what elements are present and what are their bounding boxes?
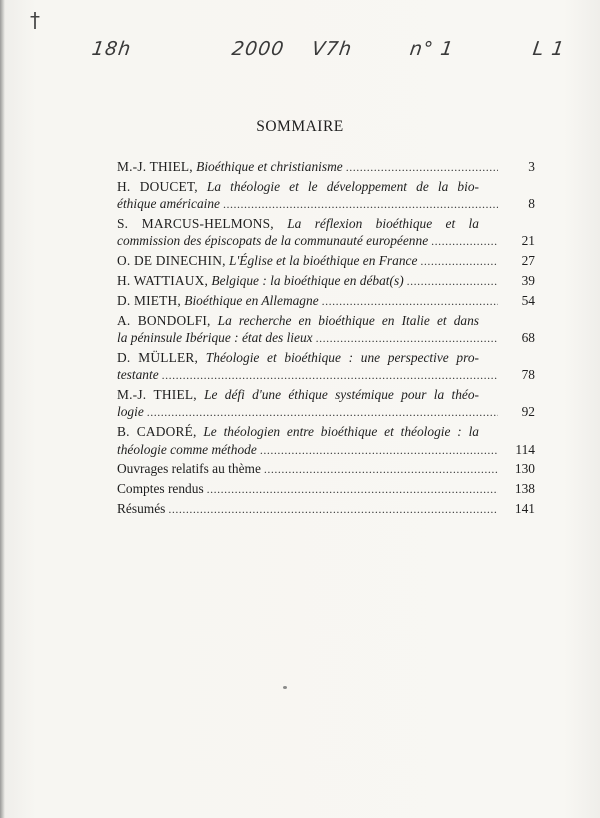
toc-extra-entry bbox=[117, 500, 535, 518]
toc-title: Bioéthique et christianisme bbox=[196, 159, 343, 174]
toc-extra-label: Comptes rendus bbox=[117, 481, 204, 497]
leader-dots bbox=[162, 367, 498, 384]
toc-title: La théologie et le développement de la bio- bbox=[206, 178, 479, 194]
toc-entry bbox=[117, 272, 535, 290]
leader-dots bbox=[407, 273, 498, 290]
leader-dots bbox=[346, 159, 498, 176]
handwritten-note: 2000 bbox=[230, 38, 286, 60]
toc-title: Belgique : la bioéthique en débat(s) bbox=[211, 273, 404, 288]
toc-author: D. MÜLLER, bbox=[117, 349, 199, 365]
toc-extra-entry bbox=[117, 480, 535, 498]
handwritten-note: n° 1 bbox=[408, 38, 456, 60]
toc-title-continued: éthique américaine bbox=[117, 196, 220, 212]
toc-page-number: 141 bbox=[514, 501, 535, 516]
toc-entry bbox=[117, 252, 535, 270]
leader-dots bbox=[168, 501, 498, 518]
toc-page-number: 27 bbox=[521, 253, 535, 269]
toc-page-number: 68 bbox=[521, 330, 535, 345]
handwritten-note: L 1 bbox=[531, 38, 567, 60]
toc-title: La recherche en bioéthique en Italie et dans bbox=[217, 312, 479, 328]
toc-title-continued: commission des épiscopats de la communauté européenne bbox=[117, 233, 429, 249]
toc-page-number: 78 bbox=[521, 367, 535, 383]
toc-page-number: 21 bbox=[521, 233, 535, 249]
scan-speck bbox=[283, 686, 287, 689]
toc-extra-entry bbox=[117, 460, 535, 478]
toc-entry bbox=[117, 215, 535, 251]
toc-entry bbox=[117, 292, 535, 310]
table-of-contents bbox=[117, 158, 535, 520]
leader-dots bbox=[322, 293, 498, 310]
toc-author: M.-J. THIEL, bbox=[117, 387, 197, 402]
toc-page-number: 92 bbox=[521, 404, 535, 420]
toc-page-number: 138 bbox=[514, 481, 535, 497]
leader-dots bbox=[260, 442, 498, 459]
toc-title-continued: logie bbox=[117, 404, 144, 420]
handwritten-note: V7h bbox=[310, 38, 354, 60]
page-title: SOMMAIRE bbox=[256, 118, 344, 135]
toc-entry bbox=[117, 423, 535, 459]
toc-entry bbox=[117, 178, 535, 214]
toc-page-number: 8 bbox=[528, 196, 535, 212]
toc-author: H. DOUCET, bbox=[117, 178, 198, 194]
toc-author: O. DE DINECHIN, bbox=[117, 253, 226, 269]
toc-entry bbox=[117, 349, 535, 385]
toc-title-continued: la péninsule Ibérique : état des lieux bbox=[117, 330, 313, 345]
leader-dots bbox=[264, 461, 498, 478]
toc-entry bbox=[117, 158, 535, 176]
toc-page-number: 54 bbox=[521, 292, 535, 308]
leader-dots bbox=[420, 253, 498, 270]
toc-title: La réflexion bioéthique et la bbox=[287, 216, 479, 231]
leader-dots bbox=[223, 196, 498, 213]
toc-page-number: 39 bbox=[521, 273, 535, 288]
toc-title-continued: théologie comme méthode bbox=[117, 441, 257, 457]
leader-dots bbox=[207, 481, 498, 498]
leader-dots bbox=[147, 404, 498, 421]
toc-author: A. BONDOLFI, bbox=[117, 312, 211, 328]
leader-dots bbox=[316, 330, 498, 347]
toc-title: Le défi d'une éthique systémique pour la théo- bbox=[204, 387, 479, 402]
toc-author: B. CADORÉ, bbox=[117, 424, 197, 440]
toc-author: D. MIETH, bbox=[117, 292, 181, 308]
toc-page-number: 3 bbox=[528, 159, 535, 174]
toc-author: M.-J. THIEL, bbox=[117, 159, 193, 174]
toc-page-number: 114 bbox=[515, 441, 535, 457]
leader-dots bbox=[431, 233, 498, 250]
toc-page-number: 130 bbox=[514, 461, 535, 477]
toc-author: S. MARCUS-HELMONS, bbox=[117, 216, 274, 231]
toc-title: Bioéthique en Allemagne bbox=[184, 292, 319, 308]
staple-mark: † bbox=[30, 8, 40, 32]
toc-extra-label: Ouvrages relatifs au thème bbox=[117, 461, 261, 477]
handwritten-note: 18h bbox=[90, 38, 133, 60]
toc-title: Le théologien entre bioéthique et théologie : la bbox=[203, 424, 479, 440]
toc-title-continued: testante bbox=[117, 367, 159, 383]
toc-extra-label: Résumés bbox=[117, 501, 166, 516]
toc-title: L'Église et la bioéthique en France bbox=[228, 253, 418, 269]
toc-entry bbox=[117, 312, 535, 348]
toc-author: H. WATTIAUX, bbox=[117, 273, 209, 288]
toc-entry bbox=[117, 386, 535, 422]
toc-title: Théologie et bioéthique : une perspective pro- bbox=[205, 349, 479, 365]
